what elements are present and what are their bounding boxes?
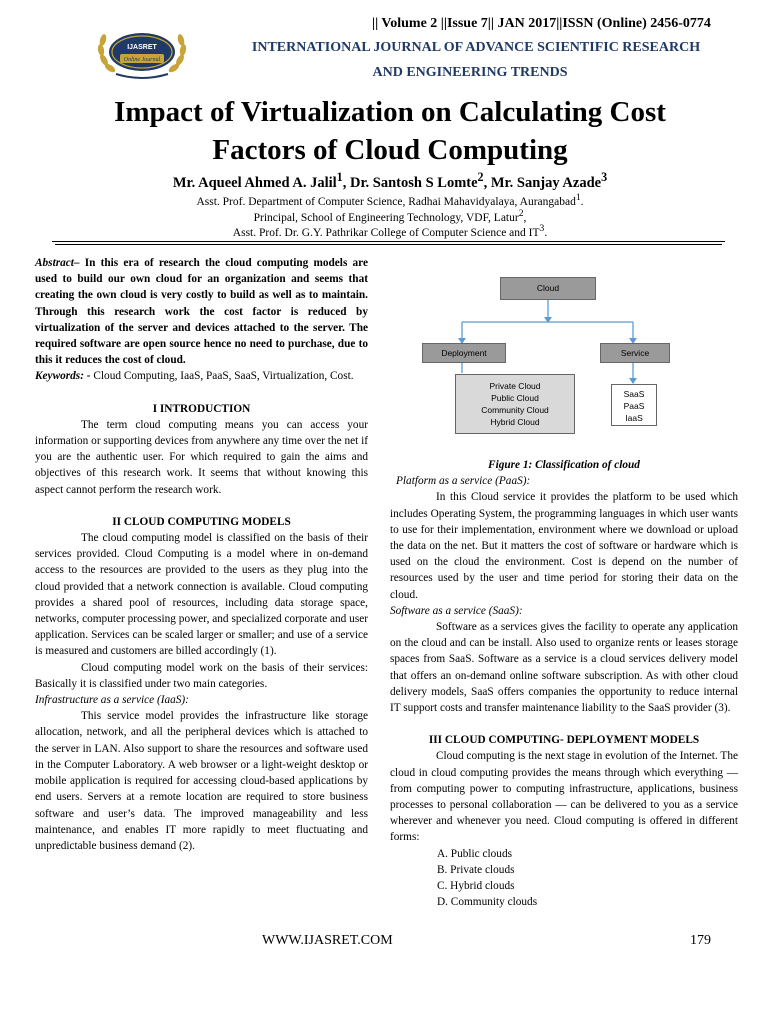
- list-item: B. Private clouds: [437, 863, 515, 876]
- paragraph: Cloud computing model work on the basis of their services: Basically it is classified under two main categories.: [35, 661, 368, 690]
- list-item: A. Public clouds: [437, 847, 512, 860]
- figure-item: Hybrid Cloud: [490, 417, 540, 427]
- figure-node-service: Service: [600, 343, 670, 363]
- page-number: 179: [690, 933, 711, 948]
- footer-website: WWW.IJASRET.COM: [262, 933, 393, 948]
- keywords-text: Cloud Computing, IaaS, PaaS, SaaS, Virtualization, Cost.: [93, 370, 354, 383]
- section-heading: III CLOUD COMPUTING- DEPLOYMENT MODELS: [428, 734, 700, 747]
- affiliation-sup: 2: [518, 208, 524, 219]
- right-column: [390, 255, 738, 910]
- figure-node-cloud: Cloud: [500, 277, 596, 300]
- figure-item: Private Cloud: [489, 381, 541, 391]
- subsection-heading: Platform as a service (PaaS):: [396, 475, 531, 488]
- keywords: [35, 368, 368, 384]
- affiliation-text: Asst. Prof. Department of Computer Science, Radhai Mahavidyalaya, Aurangabad: [196, 195, 576, 208]
- affiliation-sup: 3: [539, 223, 545, 234]
- affiliation-end: .: [580, 195, 584, 208]
- header-rule: [52, 241, 725, 242]
- author-sup: 1: [336, 170, 343, 184]
- author-name: Mr. Aqueel Ahmed A. Jalil: [172, 174, 337, 191]
- figure-item: SaaS: [623, 389, 645, 399]
- affiliation-end: ,: [523, 211, 527, 224]
- journal-logo: [96, 30, 188, 82]
- journal-name-line2: AND ENGINEERING TRENDS: [372, 65, 568, 80]
- abstract-text: In this era of research the cloud computing models are used to build our own cloud for an organization and seems that creating the own cloud is very costly to build as well as to maintain. Through this research work the cost factor is reduced by virtualization of the server and devices attached to the server. The required software are open source hence no need to purchase, due to this it reduces the cost of cloud.: [35, 257, 368, 367]
- paragraph: The cloud computing model is classified on the basis of their services provided. Cloud Computing is a model where in on-demand access to the resources are provided to the users as they plug into the cloud provided that a network connection is available. Cloud computing provides a shared pool of resources, including data storage space, networks, computer processing power, and specialized corporate and user application. Services can be scaled larger or smaller; and use of a service is measured and customers are billed accordingly (1).: [35, 532, 368, 658]
- svg-text:Online Journal: Online Journal: [123, 57, 161, 63]
- figure-caption: Figure 1: Classification of cloud: [488, 459, 640, 471]
- author-sup: 3: [601, 170, 608, 184]
- abstract: [35, 255, 368, 368]
- paper-title: [60, 93, 720, 169]
- paragraph: Cloud computing is the next stage in evolution of the Internet. The cloud in cloud computing provides the means through which everything — from computing power to computing infrastructure, applications, business processes to personal collaboration — can be delivered to you as a service wherever and whenever you need. Cloud computing is offered in different forms:: [390, 750, 738, 844]
- affiliation-end: .: [544, 226, 548, 239]
- affiliation-text: Asst. Prof. Dr. G.Y. Pathrikar College of Computer Science and IT: [232, 226, 540, 239]
- paragraph: Software as a services gives the facility to operate any application on the cloud and can be install. Also used to organize rents or leases storage spaces from SaaS. Software as a service is a cloud services delivery model that offers an on-demand online software subscription. As with other cloud delivery models, SaaS offers companies the opportunity to reduce internal IT support costs and transfer maintenance liability to the SaaS provider (3).: [390, 621, 738, 715]
- affiliation: [60, 223, 720, 239]
- affiliation: [60, 208, 720, 224]
- list-item: C. Hybrid clouds: [437, 880, 515, 893]
- journal-name: [190, 40, 750, 81]
- affiliation-sup: 1: [575, 192, 581, 203]
- subsection-heading: Infrastructure as a service (IaaS):: [35, 694, 189, 707]
- paragraph: This service model provides the infrastructure like storage allocation, network, and all the peripheral devices which is attached to the server in LAN. Also support to share the resources and software used in the Computer Laboratory. A web browser or a light-weight desktop or mobile application is required for accessing cloud-based applications by end users. Servers at a remote location are required to store business software and user’s data. The improved manageability and less maintenance, and enables IT more rapidly to meet fluctuating and unpredictable business demand (2).: [35, 710, 368, 852]
- list-item: D. Community clouds: [437, 896, 538, 909]
- section-heading: I INTRODUCTION: [152, 402, 251, 415]
- affiliation-text: Principal, School of Engineering Technology, VDF, Latur: [253, 211, 519, 224]
- author-list: Mr. Aqueel Ahmed A. Jalil$^1$, Dr. Santosh S Lomte$^2$, Mr. Sanjay Azade$^3$: [172, 170, 608, 191]
- header-rule: [55, 244, 722, 245]
- figure-item: IaaS: [625, 413, 643, 423]
- volume-issue-line: || Volume 2 ||Issue 7|| JAN 2017||ISSN (Online) 2456-0774: [372, 16, 711, 31]
- paragraph: The term cloud computing means you can access your information or supporting devices from anywhere any time over the net if you are the authentic user. For which required to gain the aims and objectives of this research work. It seems that without knowing this aspect cannot perform the research work.: [35, 418, 368, 496]
- paper-title-line2: Factors of Cloud Computing: [212, 134, 568, 166]
- left-column: [35, 255, 368, 854]
- section-heading: II CLOUD COMPUTING MODELS: [112, 515, 291, 528]
- paper-title-line1: Impact of Virtualization on Calculating Cost: [114, 96, 666, 128]
- figure-item: PaaS: [623, 401, 645, 411]
- figure-service-list: [611, 384, 657, 426]
- subsection-heading: Software as a service (SaaS):: [390, 604, 523, 617]
- figure-item: Community Cloud: [481, 405, 549, 415]
- keywords-label: Keywords: -: [35, 370, 91, 383]
- journal-name-line1: INTERNATIONAL JOURNAL OF ADVANCE SCIENTIFIC RESEARCH: [251, 40, 701, 55]
- author-name: Mr. Sanjay Azade: [490, 174, 602, 191]
- figure-node-deployment: Deployment: [422, 343, 506, 363]
- abstract-label: Abstract–: [35, 257, 80, 269]
- author-sup: 2: [477, 170, 484, 184]
- author-name: Dr. Santosh S Lomte: [349, 174, 478, 191]
- affiliation: [60, 192, 720, 208]
- figure-deployment-list: [455, 374, 575, 434]
- cloud-classification-figure: [390, 277, 738, 457]
- paragraph: In this Cloud service it provides the platform to be used which includes Operating System, the programming languages in which user wants to use for their implementation, environment where we download or upload the data on the net. But it matters the cost of software or hardware which is used on the cloud the environment. Cost is depend on the number of resources used by the user and time period for storing their data on the cloud.: [390, 491, 738, 601]
- figure-item: Public Cloud: [491, 393, 539, 403]
- svg-text:IJASRET: IJASRET: [127, 44, 157, 51]
